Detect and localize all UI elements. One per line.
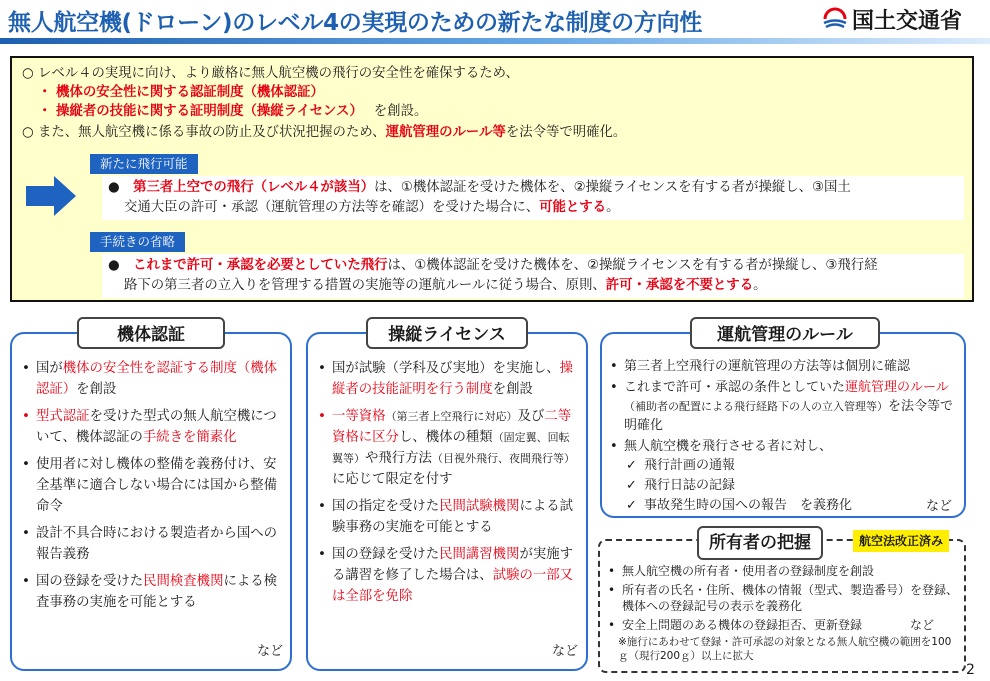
list-item: • 型式認証を受けた型式の無人航空機について、機体認証の手続きを簡素化 [20,406,286,448]
summary-line-3-tail: を創設。 [373,104,428,119]
new-flight-line-2 [124,198,619,218]
new-flight-box [102,176,964,220]
owner-registration-list [606,563,960,663]
procedure-skip-tag: 手続きの省略 [90,232,185,252]
list-item: • 第三者上空飛行の運航管理の方法等は個別に確認 [608,357,962,376]
etc-label: など [926,499,953,514]
summary-line-3 [38,102,427,122]
check-item: ✓ 飛行計画の通報 [608,456,962,476]
new-flight-line-1 [108,178,851,198]
header [0,0,990,46]
summary-line-4-c: を法令等で明確化。 [505,125,627,140]
list-item: • これまで許可・承認の条件としていた運航管理のルール（補助者の配置による飛行経路下の人の立入管理等）を法令等で明確化 [608,378,962,435]
operation-rules-text: 運航管理のルール等 [385,125,506,140]
owner-note: ※施行にあわせて登録・許可承認の対象となる無人航空機の範囲を100ｇ（現行200ｇ）以上に拡大 [618,636,952,662]
summary-line-2: ・ 機体の安全性に関する認証制度（機体認証） [38,85,324,100]
bullet-icon: ● [108,258,120,273]
list-item: • 安全上問題のある機体の登録拒否、更新登録 など [606,617,960,633]
operation-rules-list [608,357,962,516]
etc-label: など [257,644,284,659]
aircraft-certification-title: 機体認証 [77,317,225,349]
etc-label: など [552,644,579,659]
list-item: • 国が機体の安全性を認証する制度（機体認証）を創設 [20,358,286,400]
check-item: ✓ 飛行日誌の記録 [608,476,962,496]
procedure-line-2-end: 。 [753,278,767,293]
new-flight-tag: 新たに飛行可能 [90,154,198,174]
summary-line-4-a: ○ また、無人航空機に係る事故の防止及び状況把握のため、 [22,125,386,140]
pilot-license-title: 操縦ライセンス [366,317,528,349]
list-item: • 国が試験（学科及び実地）を実施し、操縦者の技能証明を行う制度を創設 [316,358,580,400]
new-flight-line-1-b: は、①機体認証を受けた機体を、②操縦ライセンスを有する者が操縦し、③国土 [374,180,851,195]
check-item: ✓ 事故発生時の国への報告 を義務化 [608,496,962,516]
new-flight-line-2-end: 。 [606,200,620,215]
list-item: • 設計不具合時における製造者から国への報告義務 [20,523,286,565]
list-item: • 国の登録を受けた民間講習機関が実施する講習を修了した場合は、試験の一部又は全部を免除 [316,544,580,607]
list-item: • 国の指定を受けた民間試験機関による試験事務の実施を可能とする [316,496,580,538]
aircraft-certification-list [20,358,286,619]
header-divider [0,38,990,44]
check-icon: ✓ [626,458,637,473]
check-icon: ✓ [626,478,637,493]
made-possible-text: 可能とする [539,200,607,215]
summary-line-4 [22,123,626,143]
license-system-text: ・ 操縦者の技能に関する証明制度（操縦ライセンス） [38,104,357,119]
check-icon: ✓ [626,498,637,513]
owner-registration-title: 所有者の把握 [697,526,823,560]
procedure-skip-box [102,254,964,298]
law-amended-badge: 航空法改正済み [853,530,949,552]
procedure-line-2 [124,276,766,296]
list-item: • 使用者に対し機体の整備を義務付け、安全基準に適合しない場合には国から整備命令 [20,454,286,517]
list-item: • 所有者の氏名・住所、機体の情報（型式、製造番号）を登録、機体への登録記号の表示を義務化 [606,582,960,614]
procedure-line-1-b: は、①機体認証を受けた機体を、②操縦ライセンスを有する者が操縦し、③飛行経 [387,258,878,273]
summary-line-1: ○ レベル４の実現に向け、より厳格に無人航空機の飛行の安全性を確保するため、 [22,66,519,81]
summary-box [10,56,974,302]
bullet-icon: ● [108,180,120,195]
procedure-line-2-a: 路下の第三者の立入りを管理する措置の実施等の運航ルールに従う場合、原則、 [124,278,606,293]
procedure-line-1 [108,256,878,276]
third-party-flight-text: 第三者上空での飛行（レベル４が該当） [133,180,375,195]
list-item: • 無人航空機を飛行させる者に対し、 [608,437,962,456]
ministry-name: 国土交通省 [852,9,963,34]
operation-rules-title: 運航管理のルール [690,317,880,349]
no-permission-text: 許可・承認を不要とする [605,278,754,293]
page-number: 2 [966,662,975,678]
list-item: • 国の登録を受けた民間検査機関による検査事務の実施を可能とする [20,571,286,613]
list-item: • 無人航空機の所有者・使用者の登録制度を創設 [606,563,960,579]
ministry-logo-icon [822,6,848,32]
list-item: • 一等資格（第三者上空飛行に対応）及び二等資格に区分し、機体の種類（固定翼、回転翼等）や飛行方法（目視外飛行、夜間飛行等）に応じて限定を付す [316,406,580,490]
pilot-license-list [316,358,580,613]
previously-required-text: これまで許可・承認を必要としていた飛行 [133,258,388,273]
new-flight-line-2-a: 交通大臣の許可・承認（運航管理の方法等を確認）を受けた場合に、 [124,200,540,215]
page-title: 無人航空機(ドローン)のレベル4の実現のための新たな制度の方向性 [8,10,702,36]
right-arrow-icon [24,174,78,218]
